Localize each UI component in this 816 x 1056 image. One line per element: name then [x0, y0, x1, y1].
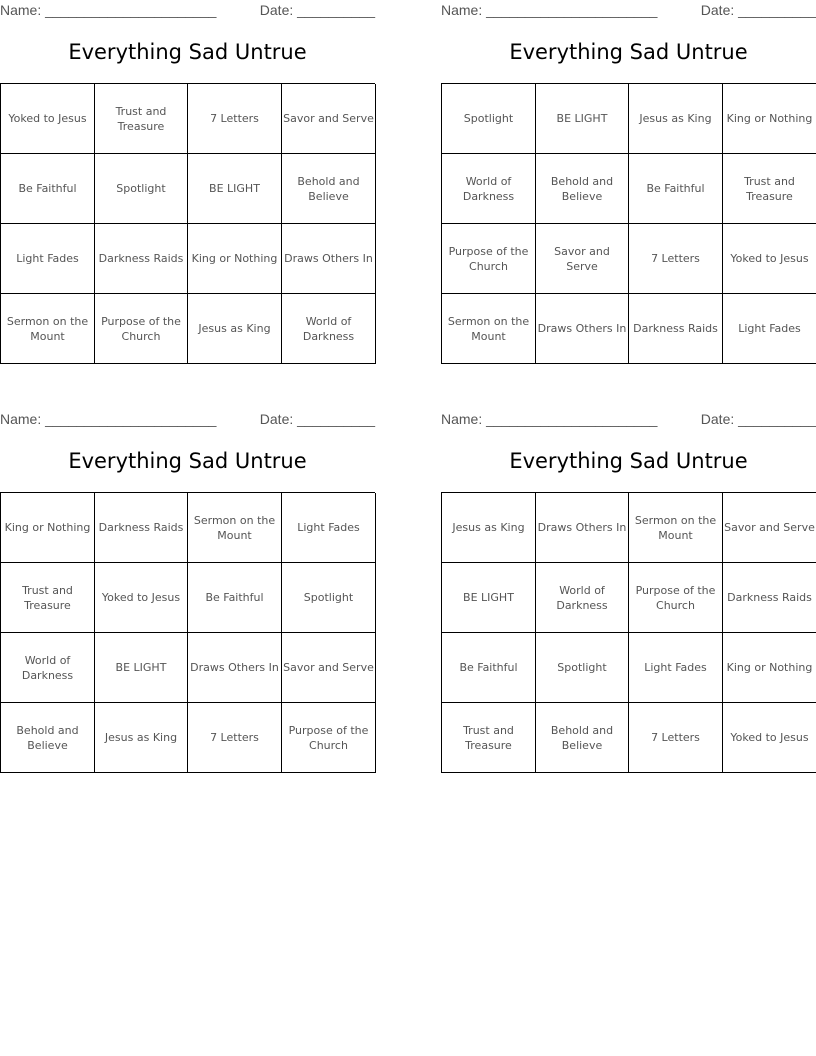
bingo-cell: Savor and Serve — [723, 493, 816, 563]
date-field-label: Date: __________ — [700, 411, 816, 427]
bingo-cell: Savor and Serve — [536, 224, 629, 294]
bingo-cell: Behold and Believe — [282, 154, 376, 224]
bingo-cell: BE LIGHT — [95, 633, 188, 703]
bingo-cell: Behold and Believe — [536, 154, 629, 224]
bingo-cell: Sermon on the Mount — [442, 294, 536, 364]
bingo-cell: Purpose of the Church — [442, 224, 536, 294]
bingo-cell: Jesus as King — [629, 84, 723, 154]
bingo-cell: World of Darkness — [282, 294, 376, 364]
bingo-cell: Light Fades — [629, 633, 723, 703]
bingo-cell: Yoked to Jesus — [95, 563, 188, 633]
date-field-label: Date: __________ — [259, 411, 375, 427]
bingo-card — [0, 409, 375, 774]
bingo-cell: Jesus as King — [188, 294, 282, 364]
bingo-grid — [0, 83, 375, 364]
bingo-cell: Savor and Serve — [282, 84, 376, 154]
bingo-cell: Yoked to Jesus — [1, 84, 95, 154]
bingo-cell: Trust and Treasure — [95, 84, 188, 154]
bingo-cell: Spotlight — [282, 563, 376, 633]
date-field-label: Date: __________ — [700, 2, 816, 18]
bingo-cell: Sermon on the Mount — [1, 294, 95, 364]
bingo-grid — [0, 492, 375, 773]
bingo-cell: 7 Letters — [188, 703, 282, 773]
bingo-cell: Draws Others In — [536, 294, 629, 364]
bingo-card — [0, 0, 375, 365]
bingo-cell: Savor and Serve — [282, 633, 376, 703]
bingo-cell: Spotlight — [95, 154, 188, 224]
bingo-cell: Darkness Raids — [629, 294, 723, 364]
bingo-cell: World of Darkness — [442, 154, 536, 224]
bingo-cell: Be Faithful — [442, 633, 536, 703]
bingo-cell: Behold and Believe — [1, 703, 95, 773]
bingo-cell: Light Fades — [1, 224, 95, 294]
card-title: Everything Sad Untrue — [509, 449, 748, 473]
bingo-cell: King or Nothing — [723, 84, 816, 154]
bingo-cell: Trust and Treasure — [723, 154, 816, 224]
bingo-cell: World of Darkness — [1, 633, 95, 703]
bingo-card — [441, 0, 816, 365]
bingo-card — [441, 409, 816, 774]
bingo-cell: King or Nothing — [1, 493, 95, 563]
bingo-cell: BE LIGHT — [188, 154, 282, 224]
name-field-label: Name: ______________________ — [0, 2, 217, 18]
bingo-cell: Purpose of the Church — [629, 563, 723, 633]
bingo-cell: Darkness Raids — [95, 224, 188, 294]
bingo-cell: Spotlight — [536, 633, 629, 703]
date-field-label: Date: __________ — [259, 2, 375, 18]
bingo-cell: Draws Others In — [536, 493, 629, 563]
bingo-cell: Purpose of the Church — [95, 294, 188, 364]
bingo-cell: Yoked to Jesus — [723, 703, 816, 773]
bingo-cell: BE LIGHT — [536, 84, 629, 154]
bingo-cell: 7 Letters — [629, 224, 723, 294]
bingo-cell: Draws Others In — [188, 633, 282, 703]
bingo-cell: Draws Others In — [282, 224, 376, 294]
bingo-cell: Yoked to Jesus — [723, 224, 816, 294]
card-title: Everything Sad Untrue — [68, 40, 307, 64]
bingo-cell: Trust and Treasure — [1, 563, 95, 633]
bingo-cell: Darkness Raids — [723, 563, 816, 633]
bingo-cell: Jesus as King — [95, 703, 188, 773]
bingo-cell: King or Nothing — [723, 633, 816, 703]
bingo-grid — [441, 492, 816, 773]
bingo-cell: Jesus as King — [442, 493, 536, 563]
bingo-cell: 7 Letters — [188, 84, 282, 154]
bingo-cell: Darkness Raids — [95, 493, 188, 563]
name-field-label: Name: ______________________ — [441, 411, 658, 427]
bingo-cell: World of Darkness — [536, 563, 629, 633]
bingo-cell: BE LIGHT — [442, 563, 536, 633]
card-title: Everything Sad Untrue — [509, 40, 748, 64]
bingo-cell: Spotlight — [442, 84, 536, 154]
bingo-cell: Sermon on the Mount — [188, 493, 282, 563]
bingo-cell: Trust and Treasure — [442, 703, 536, 773]
bingo-cell: Be Faithful — [629, 154, 723, 224]
bingo-cell: Light Fades — [723, 294, 816, 364]
bingo-cell: Be Faithful — [1, 154, 95, 224]
bingo-cell: 7 Letters — [629, 703, 723, 773]
bingo-cell: Sermon on the Mount — [629, 493, 723, 563]
name-field-label: Name: ______________________ — [441, 2, 658, 18]
bingo-grid — [441, 83, 816, 364]
card-title: Everything Sad Untrue — [68, 449, 307, 473]
bingo-cell: Light Fades — [282, 493, 376, 563]
bingo-cell: Behold and Believe — [536, 703, 629, 773]
name-field-label: Name: ______________________ — [0, 411, 217, 427]
bingo-cell: King or Nothing — [188, 224, 282, 294]
bingo-cell: Be Faithful — [188, 563, 282, 633]
bingo-cell: Purpose of the Church — [282, 703, 376, 773]
